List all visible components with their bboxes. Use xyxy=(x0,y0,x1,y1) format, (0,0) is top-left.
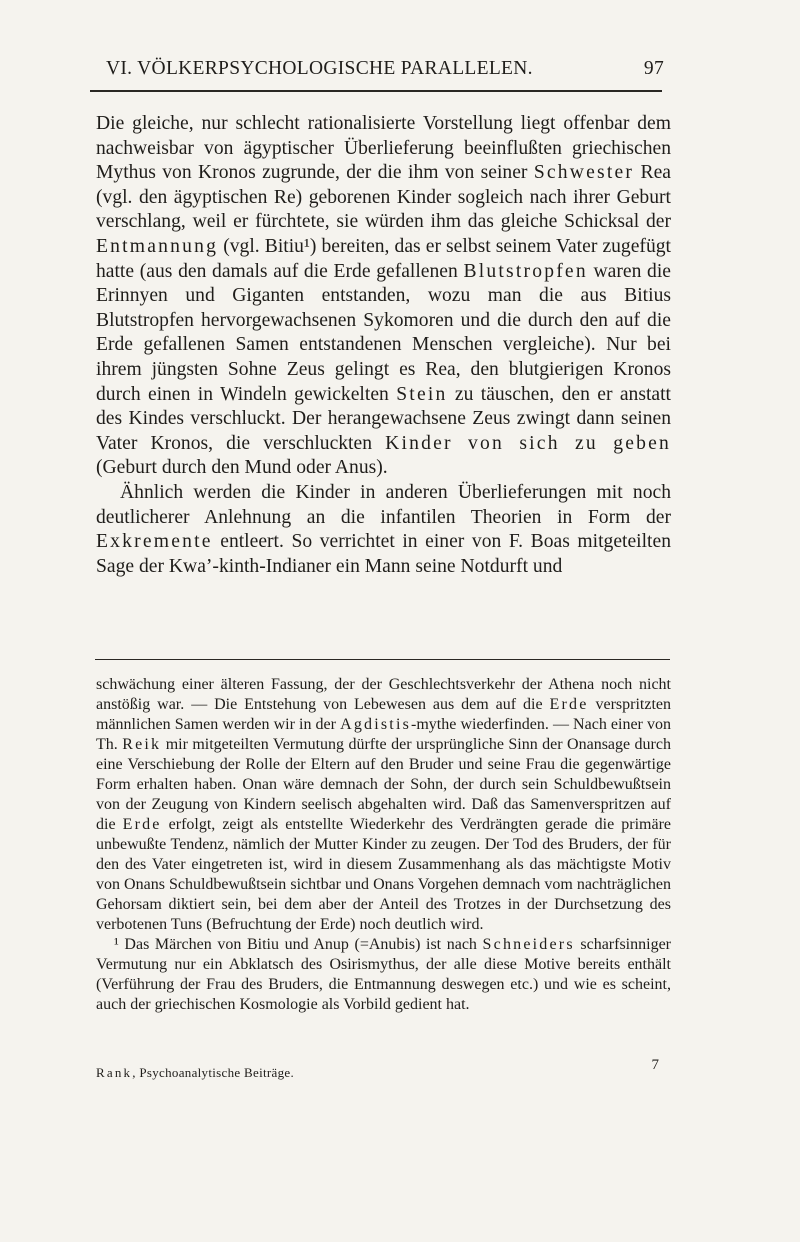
spaced-term: Erde xyxy=(122,816,162,833)
spaced-term: Schwester xyxy=(533,162,635,184)
footnote-continuation xyxy=(96,675,671,935)
footnote-1 xyxy=(96,935,671,1015)
text-run: waren die Erinnyen und Giganten entstanden, wozu man die aus Bitius Blutstropfen hervorgewachsenen Sykomoren und die durch den auf die Erde gefallenen Samen entstandenen Menschen vergleiche). Nur bei ihrem jüngsten Sohne Zeus gelingt es Rea, den blutgierigen Kronos durch einen in Windeln gewickelten xyxy=(96,260,671,405)
paragraph-1 xyxy=(96,112,671,481)
text-run: ¹ Das Märchen von Bitiu und Anup (=Anubis) ist nach xyxy=(114,936,483,953)
text-run: (vgl. Bitiu¹) bereiten, das er selbst seinem Vater zugefügt hatte (aus den damals auf die Erde gefallenen xyxy=(96,235,671,282)
spaced-term: Kinder von sich zu geben xyxy=(385,432,671,454)
text-run: erfolgt, zeigt als entstellte Wiederkehr des Verdrängten gerade die primäre unbewußte Tendenz, nämlich der Mutter Kinder zu zeugen. Der Tod des Bruders, der für den des Vater eingetreten ist, wird in diesem Zusammenhang als das mächtigste Motiv von Onans Schuldbewußtsein sichtbar und Onans Vorgehen demnach vom nachträglichen Gehorsam diktiert sein, bei dem aber der Anteil des Trotzes in der Durchsetzung des verbotenen Tuns (Befruchtung der Erde) noch deutlich wird. xyxy=(96,816,672,933)
text-run: zu täuschen, den er anstatt des Kindes verschluckt. Der herangewachsene Zeus zwingt dann seinen Vater Kronos, die verschluckten xyxy=(96,383,672,454)
page-number: 97 xyxy=(643,58,664,79)
text-run: scharfsinniger Vermutung nur ein Abklatsch des Osirismythus, der alle diese Motive bereits enthält (Verführung der Frau des Bruders, die Entmannung deswegen etc.) und wie es scheint, auch der griechischen Kosmologie als Vorbild gedient hat. xyxy=(96,936,671,1013)
text-run: Die gleiche, nur schlecht rationalisierte Vorstellung liegt offenbar dem nachweisbar von ägyptischer Überlieferung beeinflußten griechischen Mythus von Kronos zugrunde, der die ihm von seiner xyxy=(96,113,671,184)
footer-title: , Psychoanalytische Beiträge. xyxy=(132,1065,295,1080)
text-run: Rea (vgl. den ägyptischen Re) geborenen Kinder sogleich nach ihrer Geburt verschlang, weil er fürchtete, sie würden ihm das gleiche Schicksal der xyxy=(96,162,671,233)
page-footer xyxy=(96,1057,671,1085)
main-text xyxy=(96,112,671,579)
text-run: -mythe wiederfinden. — Nach einer von Th. xyxy=(96,716,671,753)
text-run: mir mitgeteilten Vermutung dürfte der ursprüngliche Sinn der Onansage durch eine Verschiebung der Rolle der Eltern auf den Bruder und seine Frau die gegenwärtige Form erhalten haben. Onan wäre demnach der Sohn, der durch sein Schuldbewußtsein von der Zeugung von Kindern seelisch abgehalten wird. Daß das Samenverspritzen auf die xyxy=(96,736,671,833)
signature-mark: 7 xyxy=(651,1057,659,1073)
footnote-separator xyxy=(95,659,670,660)
text-run: schwächung einer älteren Fassung, der der Geschlechtsverkehr der Athena noch nicht anstößig war. — Die Entstehung von Lebewesen aus dem auf die xyxy=(96,676,671,713)
footnotes xyxy=(96,675,671,1015)
running-head xyxy=(106,58,666,88)
spaced-term: Exkremente xyxy=(96,531,213,553)
spaced-term: Reik xyxy=(122,736,162,753)
spaced-term: Schneiders xyxy=(482,936,575,953)
footer-citation xyxy=(96,1065,294,1081)
spaced-term: Erde xyxy=(549,696,589,713)
text-run: entleert. So verrichtet in einer von F. Boas mitgeteilten Sage der Kwa’-kinth-Indianer ein Mann seine Notdurft und xyxy=(96,531,671,577)
header-rule xyxy=(90,90,662,92)
chapter-title: VI. VÖLKERPSYCHOLOGISCHE PARALLELEN. xyxy=(106,58,533,79)
footer-author: Rank xyxy=(96,1065,133,1080)
spaced-term: Agdistis xyxy=(340,716,412,733)
spaced-term: Blutstropfen xyxy=(463,260,588,282)
spaced-term: Stein xyxy=(396,383,448,405)
text-run: verspritzten männlichen Samen werden wir in der xyxy=(96,696,671,733)
text-run: (Geburt durch den Mund oder Anus). xyxy=(96,457,388,479)
spaced-term: Entmannung xyxy=(96,235,219,257)
text-run: Ähnlich werden die Kinder in anderen Überlieferungen mit noch deutlicherer Anlehnung an die infantilen Theorien in Form der xyxy=(96,481,671,528)
paragraph-2 xyxy=(96,481,671,579)
